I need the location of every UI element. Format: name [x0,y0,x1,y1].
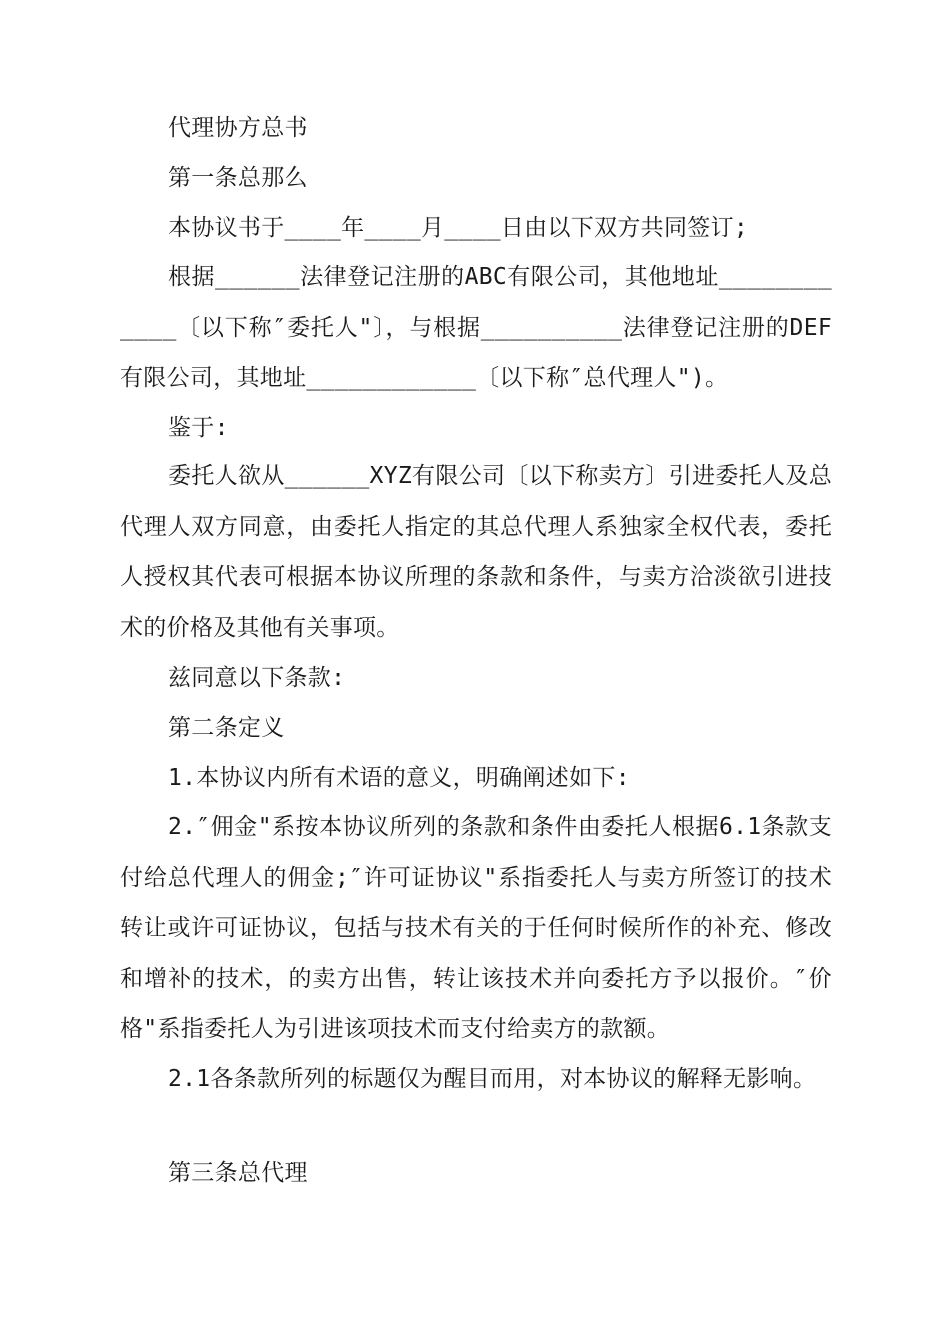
whereas-paragraph: 委托人欲从______XYZ有限公司〔以下称卖方〕引进委托人及总代理人双方同意，由委托人指定的其总代理人系独家全权代表，委托人授权其代表可根据本协议所理的条款和条件，与卖方洽淡欲引进技术的价格及其他有关事项。 [120,463,832,641]
definition-item-2: 2.″佣金"系按本协议所列的条款和条件由委托人根据6.1条款支付给总代理人的佣金;″许可证协议"系指委托人与卖方所签订的技术转让或许可证协议，包括与技术有关的于任何时候所作的补充、修改和增补的技术，的卖方出售，转让该技术并向委托方予以报价。″价格"系指委托人为引进该项技术而支付给卖方的款额。 [120,814,832,1042]
definition-item-2-1: 2.1各条款所列的标题仅为醒目而用，对本协议的解释无影响。 [168,1066,817,1092]
agree-line: 兹同意以下条款: [168,665,346,691]
definition-item-1: 1.本协议内所有术语的意义，明确阐述如下: [168,765,630,791]
document-title: 代理协方总书 [168,115,308,141]
signing-line: 本协议书于____年____月____日由以下双方共同签订; [168,215,749,241]
article-2-heading: 第二条定义 [168,715,285,741]
article-1-heading: 第一条总那么 [168,165,308,191]
whereas-label: 鉴于: [168,415,229,441]
parties-paragraph: 根据______法律登记注册的ABC有限公司，其他地址____________〔以下称″委托人"〕，与根据__________法律登记注册的DEF有限公司，其地址____________〔以下称″总代理人")。 [120,264,832,391]
article-3-heading: 第三条总代理 [168,1160,308,1186]
